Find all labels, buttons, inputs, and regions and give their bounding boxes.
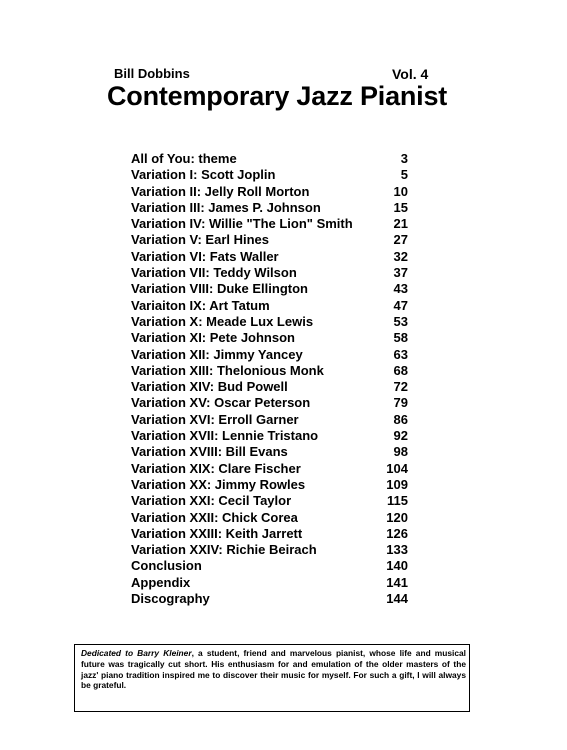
- toc-entry: [131, 151, 408, 167]
- toc-entry-title: Variation XIV: Bud Powell: [131, 379, 288, 395]
- toc-entry: [131, 265, 408, 281]
- toc-entry-title: Variation IV: Willie "The Lion" Smith: [131, 216, 353, 232]
- toc-entry-title: Variation II: Jelly Roll Morton: [131, 183, 310, 199]
- toc-entry: [131, 412, 408, 428]
- toc-entry: [131, 395, 408, 411]
- toc-entry: [131, 249, 408, 265]
- dedication-box: [74, 644, 470, 712]
- toc-entry-page: 68: [393, 362, 408, 378]
- author-name: Bill Dobbins: [114, 66, 190, 81]
- book-title: Contemporary Jazz Pianist: [107, 81, 448, 111]
- toc-entry-title: Variation XVII: Lennie Tristano: [131, 428, 319, 444]
- toc-entry-title: Conclusion: [131, 558, 202, 574]
- toc-entry-title: Variation XIX: Clare Fischer: [131, 460, 301, 476]
- toc-entry-title: Variation I: Scott Joplin: [131, 167, 276, 183]
- toc-entry-title: Variation XXIV: Richie Beirach: [131, 542, 317, 558]
- toc-entry-page: 120: [386, 509, 408, 525]
- toc-entry-page: 104: [386, 460, 408, 476]
- toc-entry-title: Variation XXIII: Keith Jarrett: [131, 525, 303, 541]
- toc-entry: [131, 493, 408, 509]
- toc-entry-page: 115: [387, 493, 408, 509]
- toc-entry-page: 10: [393, 183, 408, 199]
- toc-entry-page: 53: [393, 313, 408, 329]
- toc-entry-title: All of You: theme: [131, 151, 237, 166]
- toc-entry: [131, 558, 408, 574]
- toc-entry-page: 15: [393, 199, 408, 215]
- toc-entry-page: 98: [393, 444, 408, 460]
- toc-entry-page: 79: [393, 395, 408, 411]
- toc-entry: [131, 542, 408, 558]
- toc-entry: [131, 444, 408, 460]
- toc-entry-title: Variation X: Meade Lux Lewis: [131, 313, 314, 329]
- toc-entry-title: Variation XIII: Thelonious Monk: [131, 362, 324, 378]
- toc-entry-page: 92: [393, 428, 408, 444]
- toc-entry-title: Appendix: [131, 574, 191, 590]
- toc-entry: [131, 232, 408, 248]
- toc-entry-page: 27: [393, 232, 408, 248]
- toc-entry: [131, 428, 408, 444]
- toc-entry-title: Variation XVI: Erroll Garner: [131, 411, 299, 427]
- toc-entry-page: 133: [386, 542, 408, 558]
- toc-entry-title: Variation VI: Fats Waller: [131, 248, 279, 264]
- toc-entry: [131, 298, 408, 314]
- toc-entry-page: 21: [393, 216, 408, 232]
- toc-entry-title: Variation V: Earl Hines: [131, 232, 269, 248]
- toc-entry: [131, 330, 408, 346]
- toc-entry: [131, 184, 408, 200]
- dedication-text: , a student, friend and marvelous pianist, whose life and musical future was tragically cut short. His enthusiasm for and emulation of the older masters of the jazz' piano tradition inspired me to discover their music for myself. For such a gift, I will always be grateful.: [81, 648, 467, 691]
- toc-entry: [131, 347, 408, 363]
- table-of-contents: [131, 151, 408, 607]
- toc-entry-page: 58: [393, 330, 408, 346]
- toc-entry: [131, 591, 408, 607]
- toc-entry-title: Variaiton IX: Art Tatum: [131, 297, 270, 313]
- toc-entry-page: 126: [386, 525, 408, 541]
- toc-entry: [131, 379, 408, 395]
- dedication-lead: Dedicated to Barry Kleiner: [81, 648, 192, 658]
- volume-label: Vol. 4: [392, 66, 429, 82]
- toc-entry: [131, 510, 408, 526]
- toc-entry-page: 3: [400, 151, 408, 166]
- toc-entry-page: 109: [386, 476, 408, 492]
- toc-entry: [131, 461, 408, 477]
- toc-entry-title: Variation VIII: Duke Ellington: [131, 281, 308, 297]
- toc-entry-title: Variation XXI: Cecil Taylor: [131, 493, 292, 509]
- toc-entry: [131, 216, 408, 232]
- toc-entry: [131, 575, 408, 591]
- toc-entry: [131, 314, 408, 330]
- toc-entry-page: 37: [393, 265, 408, 281]
- toc-entry-title: Variation XVIII: Bill Evans: [131, 444, 288, 460]
- toc-entry-page: 86: [393, 411, 408, 427]
- toc-entry-page: 63: [393, 346, 408, 362]
- toc-entry: [131, 477, 408, 493]
- toc-entry-title: Variation XX: Jimmy Rowles: [131, 476, 306, 492]
- toc-entry-page: 144: [386, 591, 408, 607]
- toc-entry: [131, 526, 408, 542]
- toc-entry-title: Variation XI: Pete Johnson: [131, 330, 295, 346]
- toc-entry-title: Variation XV: Oscar Peterson: [131, 395, 311, 411]
- toc-entry: [131, 200, 408, 216]
- toc-entry-page: 141: [386, 574, 408, 590]
- toc-entry-page: 43: [393, 281, 408, 297]
- toc-entry-title: Discography: [131, 591, 210, 607]
- toc-entry-title: Variation XXII: Chick Corea: [131, 509, 298, 525]
- toc-entry-title: Variation XII: Jimmy Yancey: [131, 346, 303, 362]
- toc-entry-page: 32: [393, 248, 408, 264]
- toc-entry-title: Variation VII: Teddy Wilson: [131, 265, 297, 281]
- toc-entry-page: 47: [393, 297, 408, 313]
- toc-entry-page: 140: [386, 558, 408, 574]
- toc-entry-page: 72: [393, 379, 408, 395]
- toc-entry: [131, 167, 408, 183]
- toc-entry-page: 5: [400, 167, 408, 183]
- toc-entry-title: Variation III: James P. Johnson: [131, 199, 321, 215]
- toc-entry: [131, 281, 408, 297]
- toc-entry: [131, 363, 408, 379]
